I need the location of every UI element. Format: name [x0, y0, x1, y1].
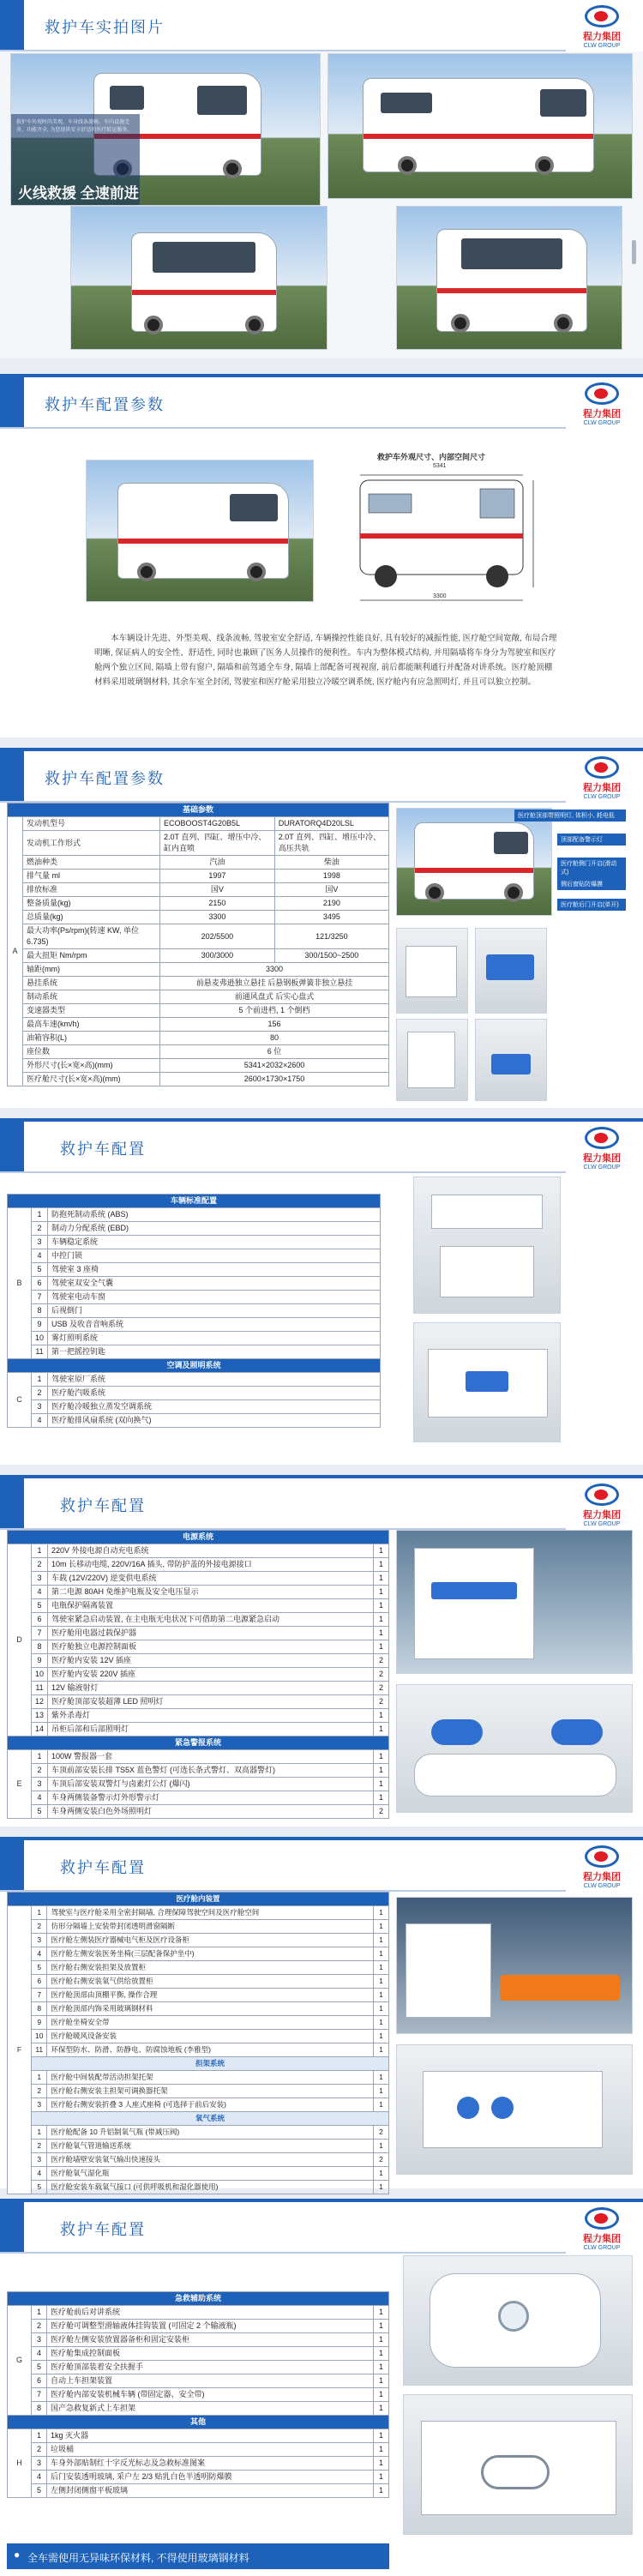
clw-logo: 程力集团 CLW GROUP [571, 1484, 633, 1525]
group-label: A [8, 817, 23, 1086]
section-header [0, 374, 643, 425]
standard-config-panel [0, 1118, 643, 1465]
scrollbar-thumb[interactable] [632, 240, 636, 264]
section-title: 救护车配置参数 [45, 770, 165, 788]
clw-logo-icon [585, 1484, 619, 1506]
section-title: 救护车配置 [60, 1497, 146, 1515]
ambulance-photo [86, 460, 314, 602]
power-config-panel [0, 1475, 643, 1827]
header-tab [0, 0, 24, 51]
interior-photo [475, 928, 547, 1014]
medical-config-table: 医疗舱内装置 F 1 驾驶室与医疗舱采用全密封隔墙, 合理保障驾驶空间及医疗舱空间 1 2 仿形分隔墙上安装带封闭透明滑窗隔断 1 3 医疗舱左侧装医疗器械电气柜及医疗设备柜 1 4 医疗舱左侧安装医务坐椅(三层配备保护坐中) 1 5 医疗舱右侧安装担架及放置柜 1 6 医疗舱右侧安装氧气供给放置柜 1 7 医疗舱顶部由顶棚平衡, 操作合理 1 8 医疗舱顶部内饰采用玻璃钢材料 1 9 医疗舱坐椅安全带 1 10 医疗舱暖风设备安装 1 11 环保型防水、防滑、防静电、防腐蚀地板 (李雅型) 1 担架系统 1 医疗舱中间装配带活动担架托架 1 2 医疗舱右侧安装主担架可调换器托架 1 3 医疗舱右侧安装折叠 3 人座式座椅 (可选择于前后安装) 1 氧气系统 1 医疗舱配备 10 升铝制氧气瓶 (带减压阀) 2 2 医疗舱氧气管道输送系统 1 3 医疗舱墙壁安装氧气输出快速接头 2 4 医疗舱氧气湿化瓶 1 5 医疗舱安装车载氧气接口 (可供呼吸机和湿化器使用) 1 [7, 1892, 389, 2194]
section-header [0, 748, 643, 799]
interior-photo-panel [413, 1322, 561, 1442]
clw-logo: 程力集团 CLW GROUP [571, 382, 633, 424]
config-intro-panel [0, 374, 643, 737]
rescue-config-table: 急救辅助系统 G 1 医疗舱前后对讲系统 1 2 医疗舱可调整型滑轴液体挂钩装置 (可固定 2 个输液瓶) 1 3 医疗舱左侧安装放置器备柜和固定安装柜 1 4 医疗舱集成控制面板 1 5 医疗舱顶部装着安全扶握手 1 6 自动上车担架装置 1 7 医疗舱内部安装机械车辆 (带固定器、安全带) 1 8 国产急救复新式上车担架 1 其他 H 1 1kg 灭火器 1 2 垃圾桶 1 3 车身外部贴制红十字反光标志及急救标准图案 1 4 后门安装透明玻璃, 采户左 2/3 贴乳白色半透明防爆膜 1 5 左侧封闭侧窗平板玻璃 1 [7, 2291, 389, 2498]
section-title: 救护车配置 [60, 1859, 146, 1877]
callout-label: 医疗舱侧门开启(滑动式) [557, 858, 626, 878]
ambulance-photo-side [328, 53, 633, 199]
params-panel [0, 748, 643, 1108]
section-header [0, 1118, 643, 1170]
section-title: 救护车配置参数 [45, 396, 165, 414]
callout-label: 医疗舱顶部带照明灯, 体积小, 耗电低 [514, 810, 626, 822]
lightbar-photo [396, 1684, 633, 1813]
diagram-caption: 救护车外观尺寸、内部空间尺寸 [377, 453, 486, 461]
callout-label: 顶部配备警示灯 [557, 834, 626, 846]
ambulance-photo-front-left [10, 53, 321, 206]
stretcher-photo [396, 1897, 633, 2034]
section-title: 救护车配置 [60, 1141, 146, 1159]
section-title: 救护车配置 [60, 2221, 146, 2239]
bullet-icon: ● [14, 2549, 21, 2561]
standard-config-table: 车辆标准配置 B 1 防抱死制动系统 (ABS) 2 制动力分配系统 (EBD) 3 车辆稳定系统 4 中控门锁 5 驾驶室 3 座椅 6 驾驶室双安全气囊 7 驾驶室电动车窗 8 后视倒门 9 USB 及收音音响系统 10 雾灯照明系统 11 第一把摇控钥匙 空调及照明系统 C 1 驾驶室原厂系统 2 医疗舱汽吸系统 3 医疗舱冷暖独立蒸发空调系统 4 医疗舱排风扇系统 (双向换气) [7, 1194, 381, 1428]
clw-logo-icon [585, 756, 619, 779]
oxygen-panel-photo [396, 2044, 633, 2175]
callout-label: 医疗舱后门开启(单开) [557, 899, 626, 911]
clw-logo: 程力集团 CLW GROUP [571, 756, 633, 797]
intro-paragraph: 本车辆设计先进、外型美观、线条流畅, 驾驶室安全舒适, 车辆操控性能良好, 具有较好的减振性能, 医疗舱空间宽敞, 布局合理明晰, 保证病人的安全性、舒适性, 同时也兼顾了医务人员操作的便利性。车内为整体模式结构, 并用隔墙将车身分为驾驶室和医疗舱两个独立区间, 隔墙上带有窗户, 隔墙和前驾通全车身, 隔墙上部配备可视视窗, 前后都能顺利通行并配备对讲系统。医疗舱顶棚材料采用玻璃钢材料, 其余车室全封闭, 驾驶室和医疗舱采用独立冷暖空调系统, 医疗舱内有应急照明灯, 并且可以独立控制。 [94, 634, 557, 687]
footer-note: ● 全车需使用无异味环保材料, 不得使用玻璃钢材料 [7, 2543, 389, 2569]
interior-photo-ceiling [413, 1177, 561, 1314]
photos-panel [0, 0, 643, 358]
clw-logo: 程力集团 CLW GROUP [571, 1127, 633, 1168]
ambulance-photo-front [70, 206, 328, 350]
clw-logo-icon [585, 1127, 619, 1149]
section-header [0, 0, 643, 51]
interior-photo [475, 1019, 547, 1101]
section-header [0, 1837, 643, 1888]
clw-logo: 程力集团 CLW GROUP [571, 2207, 633, 2248]
banner-slogan: 火线救援 全速前进 [18, 185, 139, 202]
power-config-table: 电源系统 D 1 220V 外接电源自动充电系统 1 2 10m 长移动电缆, 220V/16A 插头, 带防护盖的外接电源接口 1 3 车载 (12V/220V) 逆变供电系统 1 4 第二电源 80AH 免维护电瓶及安全电压显示 1 5 电瓶保护隔离装置 1 6 驾驶室紧急启动装置, 在主电瓶无电状况下可借助第二电源紧急启动 1 7 医疗舱用电器过载保护器 1 8 医疗舱独立电源控制面板 1 9 医疗舱内安装 12V 插座 2 10 医疗舱内安装 220V 插座 2 11 12V 输液射灯 2 12 医疗舱顶部安装超薄 LED 照明灯 2 13 紫外杀毒灯 1 14 吊柜后部和后部照明灯 1 紧急警报系统 E 1 100W 警报器一套 1 2 车顶前部安装长排 TS5X 蓝色警灯 (可选长条式警灯、双高器警灯) 1 3 车顶后部安装双警灯与卤素灯公灯 (爆闪) 1 4 车身两侧装备警示灯外形警示灯 1 5 车身两侧安装白色外场照明灯 2 [7, 1530, 389, 1819]
ambulance-photo-front-right [396, 206, 622, 350]
clw-logo-icon [585, 2207, 619, 2230]
clw-logo-icon [585, 5, 619, 27]
clw-logo: 程力集团 CLW GROUP [571, 5, 633, 46]
clw-logo: 程力集团 CLW GROUP [571, 1845, 633, 1887]
section-title: 救护车实拍图片 [45, 19, 165, 37]
holder-photo [403, 2394, 633, 2535]
base-params-table: 基础参数 A 发动机型号 ECOBOOST4G20B5L DURATORQ4D20LSL 发动机工作形式 2.0T 直列、四缸、增压中冷、缸内直喷 2.0T 直列、四缸、增压中冷、高压共轨 燃油种类 汽油 柴油 排气量 ml 1997 1998 排放标准 国V 国V 整备质量(kg) 2150 2190 总质量(kg) 3300 3495 最大功率(Ps/rpm)(转速 KW, 单位 6.735) 202/5500 121/3250 最大扭矩 Nm/rpm 300/3000 300/1500~2500 轴距(mm) 3300 悬挂系统 前悬麦弗逊独立悬挂 后悬钢板弹簧非独立悬挂 制动系统 前通风盘式 后实心盘式 变速器类型 5 个前进档, 1 个倒档 最高车速(km/h) 156 油箱容积(L) 80 座位数 6 位 外形尺寸(长×宽×高)(mm) 5341×2032×2600 医疗舱尺寸(长×宽×高)(mm) 2600×1730×1750 [7, 803, 389, 1086]
banner-small-text: 救护车外观时尚美观、车身线条流畅、车内设施完善、功能齐全, 为您提供安全舒适的医疗转运服务。 [16, 120, 133, 133]
dimension-drawing [343, 463, 557, 617]
dimension-bottom: 3300 [433, 593, 447, 599]
table-header: 基础参数 [8, 803, 389, 817]
clw-logo-icon [585, 382, 619, 405]
clw-logo-icon [585, 1845, 619, 1868]
section-header [0, 2199, 643, 2250]
interior-photo-rear [396, 1530, 633, 1674]
ceiling-light-photo [403, 2255, 633, 2386]
interior-photo [396, 1019, 468, 1101]
interior-photo [396, 928, 468, 1014]
callout-label: 侧后窗贴防爆膜 [557, 878, 626, 890]
medical-config-panel [0, 1837, 643, 2191]
rescue-config-panel [0, 2199, 643, 2576]
dimension-top: 5341 [433, 463, 447, 469]
dimension-diagram [343, 451, 557, 614]
ambulance-photo-callouts [396, 808, 552, 916]
section-header [0, 1475, 643, 1526]
